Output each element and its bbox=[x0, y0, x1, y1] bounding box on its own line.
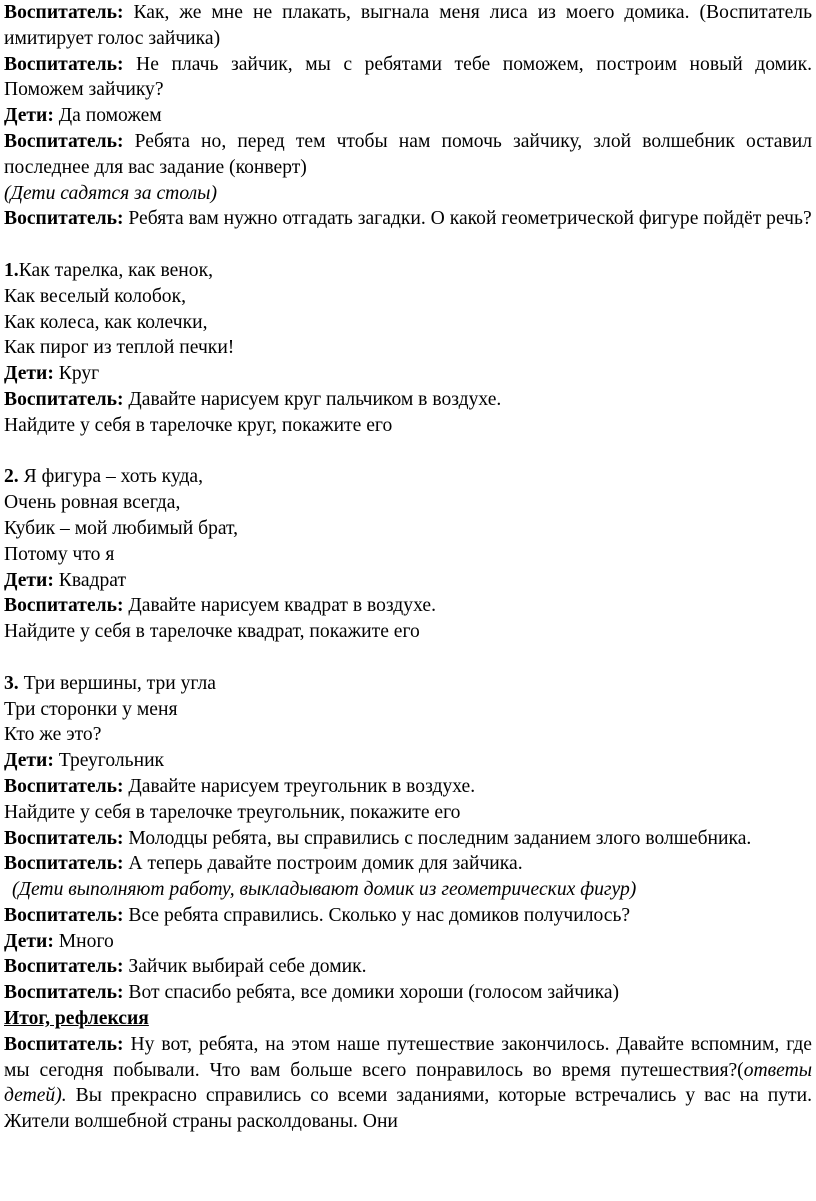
kids-line bbox=[4, 929, 812, 955]
teacher-line bbox=[4, 1032, 812, 1135]
kids-line bbox=[4, 361, 812, 387]
teacher-label: Воспитатель: bbox=[4, 388, 124, 410]
line-text: Молодцы ребята, вы справились с последним заданием злого волшебника. bbox=[123, 827, 752, 849]
teacher-label: Воспитатель: bbox=[4, 208, 124, 230]
line-text: Зайчик выбирай себе домик. bbox=[123, 956, 367, 978]
teacher-line bbox=[4, 206, 812, 232]
text-line: Как колеса, как колечки, bbox=[4, 311, 208, 333]
teacher-line bbox=[4, 954, 812, 980]
line-text: Квадрат bbox=[53, 569, 127, 591]
line-text: Как, же мне не плакать, выгнала меня лиса из моего домика. (Воспитатель имитирует голос зайчика) bbox=[4, 2, 812, 49]
kids-line bbox=[4, 748, 812, 774]
teacher-label: Воспитатель: bbox=[4, 53, 124, 75]
line-text: Давайте нарисуем квадрат в воздухе. bbox=[123, 595, 436, 617]
text-line: Кто же это? bbox=[4, 724, 102, 746]
stage-direction: (Дети садятся за столы) bbox=[4, 182, 217, 204]
riddle-text: Я фигура – хоть куда, bbox=[18, 466, 204, 488]
kids-label: Дети: bbox=[4, 750, 54, 772]
riddle-text: Как тарелка, как венок, bbox=[18, 259, 213, 281]
line-text: Давайте нарисуем треугольник в воздухе. bbox=[123, 775, 476, 797]
teacher-line bbox=[4, 774, 812, 800]
riddle-text: Три вершины, три угла bbox=[18, 672, 216, 694]
teacher-label: Воспитатель: bbox=[4, 956, 124, 978]
text-line: Найдите у себя в тарелочке круг, покажите его bbox=[4, 414, 393, 436]
line-text: А теперь давайте построим домик для зайчика. bbox=[123, 853, 523, 875]
teacher-label: Воспитатель: bbox=[4, 853, 124, 875]
teacher-label: Воспитатель: bbox=[4, 982, 124, 1004]
riddle-number: 3. bbox=[4, 672, 19, 694]
teacher-label: Воспитатель: bbox=[4, 130, 124, 152]
line-text: Треугольник bbox=[53, 750, 165, 772]
text-line: Потому что я bbox=[4, 543, 115, 565]
teacher-line bbox=[4, 903, 812, 929]
text-line: Найдите у себя в тарелочке квадрат, покажите его bbox=[4, 621, 420, 643]
kids-label: Дети: bbox=[4, 105, 54, 127]
line-text: Вот спасибо ребята, все домики хороши (голосом зайчика) bbox=[123, 982, 620, 1004]
kids-line bbox=[4, 103, 812, 129]
teacher-label: Воспитатель: bbox=[4, 2, 124, 23]
line-text: Ребята но, перед тем чтобы нам помочь зайчику, злой волшебник оставил последнее для вас задание (конверт) bbox=[4, 130, 812, 178]
teacher-line bbox=[4, 826, 812, 852]
line-text: Да поможем bbox=[53, 105, 162, 127]
riddle-number: 1. bbox=[4, 259, 19, 281]
blank-line bbox=[4, 645, 812, 671]
riddle-line bbox=[4, 671, 812, 697]
teacher-line bbox=[4, 387, 812, 413]
teacher-label: Воспитатель: bbox=[4, 595, 124, 617]
kids-label: Дети: bbox=[4, 930, 54, 952]
riddle-line bbox=[4, 464, 812, 490]
text-line: Как пирог из теплой печки! bbox=[4, 337, 235, 359]
line-text: Много bbox=[53, 930, 114, 952]
text-line: Найдите у себя в тарелочке треугольник, покажите его bbox=[4, 801, 461, 823]
text-line: Как веселый колобок, bbox=[4, 285, 187, 307]
teacher-line bbox=[4, 129, 812, 181]
kids-line bbox=[4, 568, 812, 594]
line-text: Давайте нарисуем круг пальчиком в воздухе. bbox=[123, 388, 502, 410]
teacher-line bbox=[4, 0, 812, 52]
line-text: Ну вот, ребята, на этом наше путешествие закончилось. Давайте вспомним, где мы сегодня побывали. Что вам больше всего понравилось во время путешествия?( bbox=[4, 1033, 812, 1081]
teacher-label: Воспитатель: bbox=[4, 775, 124, 797]
kids-label: Дети: bbox=[4, 363, 54, 385]
teacher-label: Воспитатель: bbox=[4, 827, 124, 849]
teacher-line bbox=[4, 593, 812, 619]
teacher-label: Воспитатель: bbox=[4, 904, 124, 926]
kids-label: Дети: bbox=[4, 569, 54, 591]
text-line: Кубик – мой любимый брат, bbox=[4, 517, 239, 539]
text-line: Очень ровная всегда, bbox=[4, 492, 181, 514]
section-heading bbox=[4, 1006, 812, 1032]
line-text: Вы прекрасно справились со всеми заданиями, которые встречались у вас на пути. Жители волшебной страны расколдованы. Они bbox=[4, 1085, 812, 1133]
section-heading-text: Итог, рефлексия bbox=[4, 1008, 149, 1030]
italic-note: ответы детей). bbox=[4, 1059, 812, 1107]
teacher-line bbox=[4, 980, 812, 1006]
line-text: Круг bbox=[53, 363, 100, 385]
teacher-line bbox=[4, 52, 812, 104]
blank-line bbox=[4, 439, 812, 465]
riddle-number: 2. bbox=[4, 466, 19, 488]
teacher-label: Воспитатель: bbox=[4, 1033, 124, 1055]
teacher-line bbox=[4, 851, 812, 877]
blank-line bbox=[4, 232, 812, 258]
line-text: Все ребята справились. Сколько у нас домиков получилось? bbox=[123, 904, 631, 926]
stage-direction: (Дети выполняют работу, выкладывают домик из геометрических фигур) bbox=[12, 879, 637, 901]
text-line: Три сторонки у меня bbox=[4, 698, 178, 720]
riddle-line bbox=[4, 258, 812, 284]
line-text: Не плачь зайчик, мы с ребятами тебе поможем, построим новый домик. Поможем зайчику? bbox=[4, 53, 812, 101]
line-text: Ребята вам нужно отгадать загадки. О какой геометрической фигуре пойдёт речь? bbox=[123, 208, 812, 230]
